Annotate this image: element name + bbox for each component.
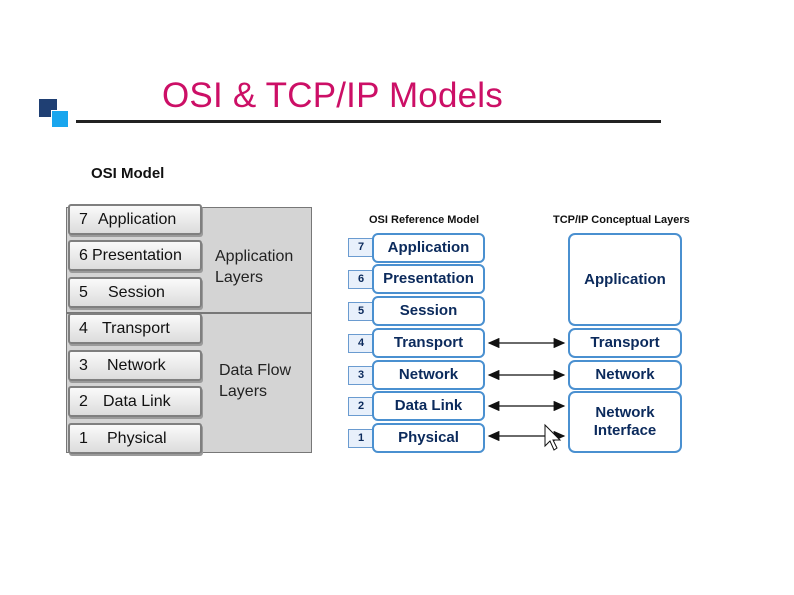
ref-layer-application: Application (372, 233, 485, 263)
ref-num-3: 3 (348, 366, 374, 385)
osi-reference-heading: OSI Reference Model (369, 214, 480, 226)
osi-layer-2: 2 Data Link (68, 386, 202, 417)
tcp-layer-application: Application (568, 233, 682, 326)
osi-layer-6: 6 Presentation (68, 240, 202, 271)
osi-layer-1: 1 Physical (68, 423, 202, 454)
osi-layer-5: 5 Session (68, 277, 202, 308)
ref-layer-network: Network (372, 360, 485, 390)
tcpip-heading: TCP/IP Conceptual Layers (553, 214, 690, 226)
tcp-layer-network-interface: Network Interface (568, 391, 682, 453)
ref-num-6: 6 (348, 270, 374, 289)
ref-num-7: 7 (348, 238, 374, 257)
osi-layer-7: 7 Application (68, 204, 202, 235)
ref-num-1: 1 (348, 429, 374, 448)
mouse-cursor-icon (545, 425, 560, 450)
ref-layer-physical: Physical (372, 423, 485, 453)
data-flow-layers-label: Data Flow Layers (219, 362, 292, 400)
tcp-layer-transport: Transport (568, 328, 682, 358)
osi-model-heading: OSI Model (91, 165, 165, 182)
ref-layer-data-link: Data Link (372, 391, 485, 421)
application-layers-label: Application Layers (215, 248, 294, 286)
ref-layer-session: Session (372, 296, 485, 326)
slide-title: OSI & TCP/IP Models (162, 76, 503, 115)
ref-num-4: 4 (348, 334, 374, 353)
tcp-layer-network: Network (568, 360, 682, 390)
osi-layer-3: 3 Network (68, 350, 202, 381)
ref-layer-presentation: Presentation (372, 264, 485, 294)
osi-layer-4: 4 Transport (68, 313, 202, 344)
ref-num-5: 5 (348, 302, 374, 321)
ref-num-2: 2 (348, 397, 374, 416)
ref-layer-transport: Transport (372, 328, 485, 358)
